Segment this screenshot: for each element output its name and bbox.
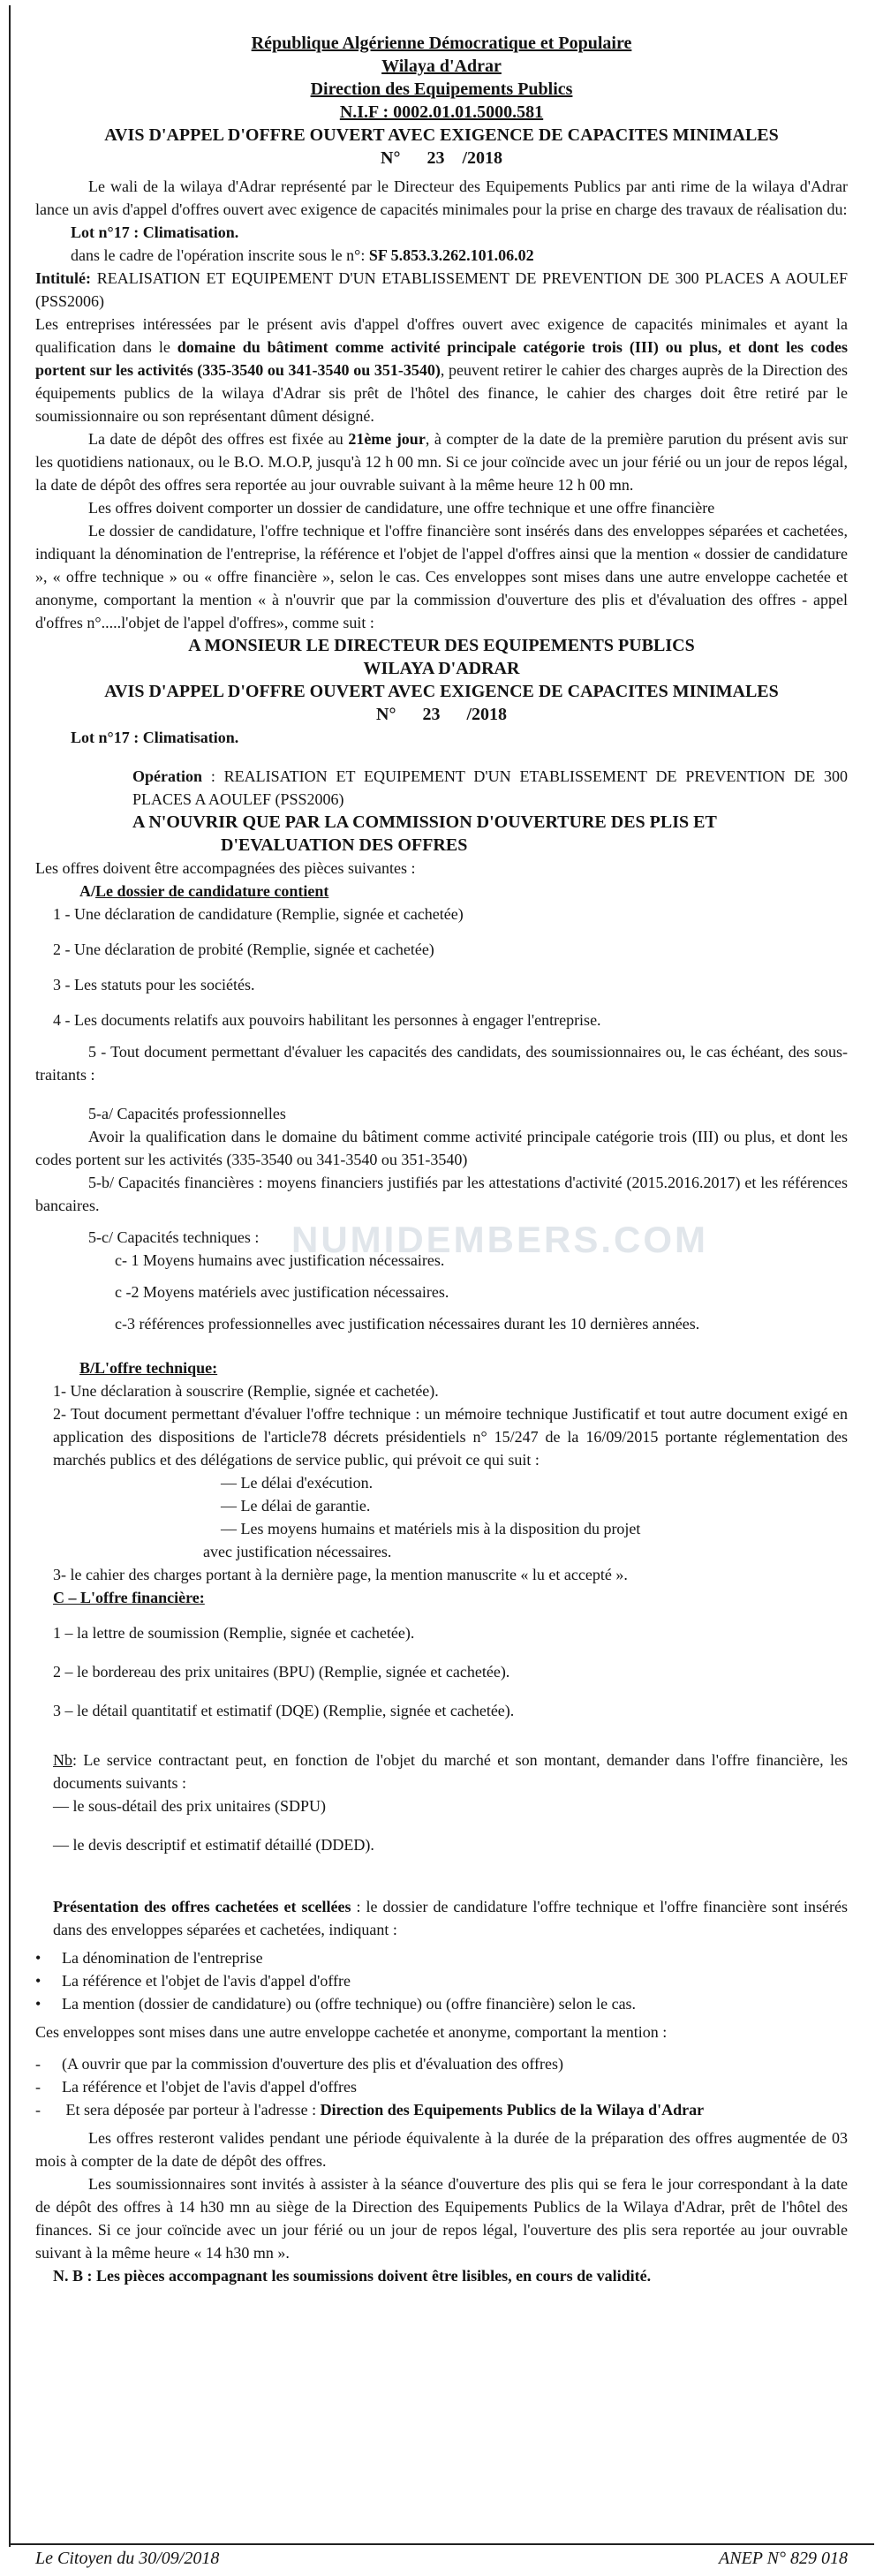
intro-operation-prefix: dans le cadre de l'opération inscrite sous le n°: xyxy=(71,246,369,264)
piece-c1: c- 1 Moyens humains avec justification nécessaires. xyxy=(115,1251,445,1269)
date-depot-paragraph xyxy=(35,427,848,496)
presentation-dash-1: - (A ouvrir que par la commission d'ouverture des plis et d'évaluation des offres) xyxy=(35,2052,848,2075)
presentation-dash-3 xyxy=(35,2098,848,2121)
nb-final: N. B : Les pièces accompagnant les soumissions doivent être lisibles, en cours de validité. xyxy=(53,2267,652,2285)
pieces-intro: Les offres doivent être accompagnées des pièces suivantes : xyxy=(35,859,416,877)
envelope-operation-text: : REALISATION ET EQUIPEMENT D'UN ETABLISSEMENT DE PREVENTION DE 300 PLACES A AOULEF (PSS2006) xyxy=(132,767,848,808)
header-republique: République Algérienne Démocratique et Populaire xyxy=(251,34,632,53)
validite-paragraph: Les offres resteront valides pendant une période équivalente à la durée de la préparation des offres augmentée de 03 mois à compter de la date de dépôt des offres. xyxy=(35,2129,848,2170)
piece-a1: 1 - Une déclaration de candidature (Remplie, signée et cachetée) xyxy=(53,905,464,923)
section-a-title xyxy=(35,880,848,903)
header-direction: Direction des Equipements Publics xyxy=(310,79,573,99)
piece-cf2: 2 – le bordereau des prix unitaires (BPU) (Remplie, signée et cachetée). xyxy=(53,1663,510,1681)
presentation-dash-2: - La référence et l'objet de l'avis d'appel d'offres xyxy=(35,2075,848,2098)
nb-text: : Le service contractant peut, en fonction de l'objet du marché et son montant, demander dans l'offre financière, les documents suivants : xyxy=(53,1751,848,1792)
envelope-operation xyxy=(35,765,848,811)
entreprises-part-a: Les entreprises intéressées par le présent avis d'appel d'offres ouvert avec exigence de capacités minimales et ayant la qualification dans le xyxy=(35,315,848,356)
piece-a3: 3 - Les statuts pour les sociétés. xyxy=(53,976,255,993)
piece-a5c-title: 5-c/ Capacités techniques : xyxy=(88,1228,260,1246)
envelope-lot: Lot n°17 : Climatisation. xyxy=(71,729,239,746)
presentation-paragraph xyxy=(35,1895,848,1941)
envelope-nouvrir-1: A N'OUVRIR QUE PAR LA COMMISSION D'OUVERTURE DES PLIS ET xyxy=(132,812,717,832)
envelope-nouvrir-2: D'EVALUATION DES OFFRES xyxy=(221,835,468,855)
intitule-text: REALISATION ET EQUIPEMENT D'UN ETABLISSEMENT DE PREVENTION DE 300 PLACES A AOULEF (PSS2006) xyxy=(35,269,848,310)
piece-b2-moyens-cont: avec justification nécessaires. xyxy=(203,1543,392,1560)
date-part-a: La date de dépôt des offres est fixée au xyxy=(88,430,349,448)
piece-a5a-text: Avoir la qualification dans le domaine du bâtiment comme activité principale catégorie trois (III) ou plus, et dont les codes portent sur les activités (335-3540 ou 341-3540 ou 351-3540) xyxy=(35,1128,848,1168)
presentation-title: Présentation des offres cachetées et scellées xyxy=(53,1898,351,1915)
piece-cf3: 3 – le détail quantitatif et estimatif (DQE) (Remplie, signée et cachetée). xyxy=(53,1702,515,1719)
piece-b1: 1- Une déclaration à souscrire (Remplie, signée et cachetée). xyxy=(53,1382,439,1400)
dossiers-paragraph: Les offres doivent comporter un dossier de candidature, une offre technique et une offre financière xyxy=(88,499,715,517)
envelope-line-2: WILAYA D'ADRAR xyxy=(363,659,520,678)
watermark: NUMIDEMBERS.COM xyxy=(291,1219,708,1260)
intro-operation xyxy=(35,244,848,267)
section-a-text: Le dossier de candidature contient xyxy=(95,882,329,900)
intro-intitule xyxy=(35,267,848,313)
presentation-text: : le dossier de candidature l'offre technique et l'offre financière sont insérés dans des enveloppes séparées et cachetées, indiquant : xyxy=(53,1898,848,1938)
enveloppes-paragraph: Le dossier de candidature, l'offre technique et l'offre financière sont insérés dans des enveloppes séparées et cachetées, indiquant la dénomination de l'entreprise, la référence et l'objet de l'appel d'offres ainsi que la mention « dossier de candidature », « offre technique » ou « offre financière », selon le cas. Ces enveloppes sont mises dans une autre enveloppe cachetée et anonyme, comportant la mention « à n'ouvrir que par la commission d'ouverture des plis et d'évaluation des offres - appel d'offres n°.....l'objet de l'appel d'offres», comme suit : xyxy=(35,522,848,631)
intro-operation-number: SF 5.853.3.262.101.06.02 xyxy=(368,246,534,264)
section-a-prefix: A/ xyxy=(79,882,95,900)
piece-c2: c -2 Moyens matériels avec justification nécessaires. xyxy=(115,1283,449,1301)
piece-b2-delai-garantie: — Le délai de garantie. xyxy=(221,1497,371,1515)
piece-a2: 2 - Une déclaration de probité (Remplie, signée et cachetée) xyxy=(53,941,434,958)
piece-cf1: 1 – la lettre de soumission (Remplie, signée et cachetée). xyxy=(53,1624,415,1642)
piece-a5b: 5-b/ Capacités financières : moyens financiers justifiés par les attestations d'activité (2015.2016.2017) et les références bancaires. xyxy=(35,1174,848,1214)
piece-a5a-title: 5-a/ Capacités professionnelles xyxy=(88,1105,286,1122)
presentation-env-text: Ces enveloppes sont mises dans une autre enveloppe cachetée et anonyme, comportant la mention : xyxy=(35,2023,668,2041)
envelope-line-3: AVIS D'APPEL D'OFFRE OUVERT AVEC EXIGENCE DE CAPACITES MINIMALES xyxy=(104,682,779,701)
date-part-c: , à compter de la date de la première parution du présent avis sur les quotidiens nationaux, ou le B.O. M.O.P, jusqu'à 12 h 00 mn. Si ce jour coïncide avec un jour férié ou un jour de repos légal, la date de dépôt des offres sera reportée au jour ouvrable suivant à la même heure 12 h 00 mn. xyxy=(35,430,849,494)
nb-paragraph xyxy=(35,1749,848,1794)
entreprises-paragraph xyxy=(35,313,848,427)
header-wilaya: Wilaya d'Adrar xyxy=(381,57,502,76)
piece-b3: 3- le cahier des charges portant à la dernière page, la mention manuscrite « lu et accepté ». xyxy=(53,1566,628,1583)
frame-left-border xyxy=(9,5,11,2547)
nb-label: Nb xyxy=(53,1751,72,1769)
section-c-title: C – L'offre financière: xyxy=(53,1589,205,1606)
presentation-bullet-3: • La mention (dossier de candidature) ou (offre technique) ou (offre financière) selon le cas. xyxy=(35,1992,848,2015)
piece-b2-moyens: — Les moyens humains et matériels mis à la disposition du projet xyxy=(221,1520,641,1537)
piece-b2-delai-execution: — Le délai d'exécution. xyxy=(221,1474,374,1492)
envelope-operation-label: Opération xyxy=(132,767,202,785)
avis-title: AVIS D'APPEL D'OFFRE OUVERT AVEC EXIGENCE DE CAPACITES MINIMALES xyxy=(104,125,779,145)
date-part-b: 21ème jour xyxy=(348,430,426,448)
nb-item-sdpu: — le sous-détail des prix unitaires (SDPU) xyxy=(53,1797,326,1815)
piece-b2: 2- Tout document permettant d'évaluer l'offre technique : un mémoire technique Justificatif et tout autre document exigé en application des dispositions de l'article78 décrets présidentiels n° 15/247 de la 16/09/2015 portante réglementation des marchés publics et des délégations de service public, qui prévoit ce qui suit : xyxy=(53,1405,848,1469)
seance-paragraph: Les soumissionnaires sont invités à assister à la séance d'ouverture des plis qui se fera le jour correspondant à la date de dépôt des offres à 14 h30 mn au siège de la Direction des Equipements Publics de la Wilaya d'Adrar, prêt de l'hôtel des finances. Si ce jour coïncide avec un jour férié ou un jour de repos légal, l'ouverture des plis sera reportée au jour ouvrable suivant à la même heure « 14 h30 mn ». xyxy=(35,2175,848,2262)
footer-publication: Le Citoyen du 30/09/2018 xyxy=(35,2549,220,2568)
header-nif: N.I.F : 0002.01.01.5000.581 xyxy=(339,102,544,122)
nb-item-dded: — le devis descriptif et estimatif détaillé (DDED). xyxy=(53,1836,374,1854)
frame-bottom-border xyxy=(9,2543,874,2545)
envelope-line-4: N° 23 /2018 xyxy=(376,705,507,724)
section-b-title: B/L'offre technique: xyxy=(79,1359,218,1377)
entreprises-part-b: domaine du bâtiment comme activité principale catégorie trois (III) ou plus, et dont les codes portent sur les activités (335-3540 ou 341-3540 ou 351-3540) xyxy=(35,338,848,379)
envelope-line-1: A MONSIEUR LE DIRECTEUR DES EQUIPEMENTS PUBLICS xyxy=(188,636,695,655)
intitule-label: Intitulé: xyxy=(35,269,91,287)
intro-paragraph: Le wali de la wilaya d'Adrar représenté par le Directeur des Equipements Publics par anti rime de la wilaya d'Adrar lance un avis d'appel d'offres ouvert avec exigence de capacités minimales pour la prise en charge des travaux de réalisation du: xyxy=(35,178,848,218)
presentation-bullet-1: • La dénomination de l'entreprise xyxy=(35,1946,848,1969)
intro-lot: Lot n°17 : Climatisation. xyxy=(71,223,239,241)
footer-anep-number: ANEP N° 829 018 xyxy=(719,2549,848,2568)
dash-3-address: Direction des Equipements Publics de la Wilaya d'Adrar xyxy=(320,2101,705,2119)
avis-number: N° 23 /2018 xyxy=(381,148,502,168)
dash-3-prefix: Et sera déposée par porteur à l'adresse : xyxy=(65,2101,321,2119)
piece-a4: 4 - Les documents relatifs aux pouvoirs habilitant les personnes à engager l'entreprise. xyxy=(53,1011,601,1029)
notice-content xyxy=(35,32,848,2287)
piece-c3: c-3 références professionnelles avec justification nécessaires durant les 10 dernières années. xyxy=(115,1315,700,1333)
piece-a5: 5 - Tout document permettant d'évaluer les capacités des candidats, des soumissionnaires ou, le cas échéant, des sous-traitants : xyxy=(35,1043,848,1084)
entreprises-part-c: , peuvent retirer le cahier des charges auprès de la Direction des équipements publics de la wilaya d'Adrar sis prêt de l'hôtel des finance, le cahier des charges doit être retiré par le soumissionnaire ou son représentant dûment désigné. xyxy=(35,361,848,425)
presentation-bullet-2: • La référence et l'objet de l'avis d'appel d'offre xyxy=(35,1969,848,1992)
